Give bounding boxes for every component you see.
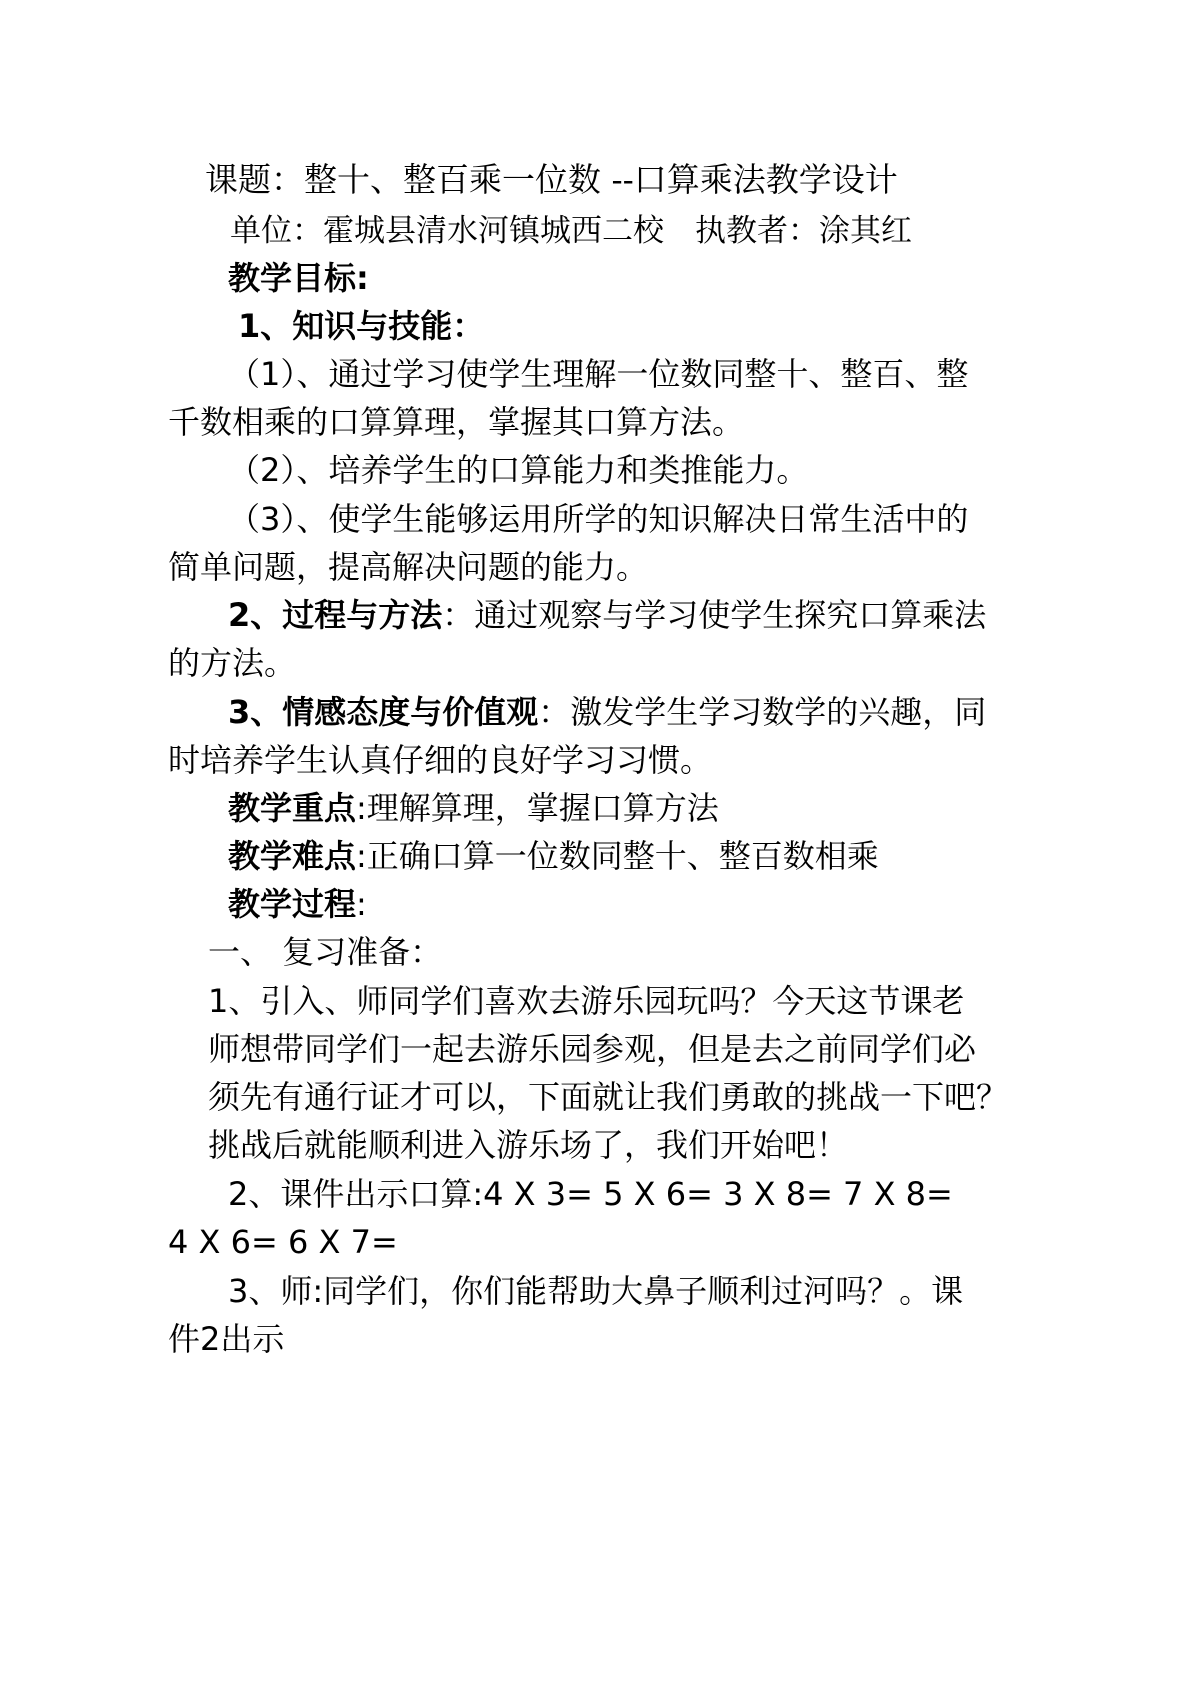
difficulty: [228, 830, 879, 882]
process-heading-colon: :: [356, 885, 367, 923]
process-heading-text: 教学过程: [228, 885, 357, 923]
goals-heading-text: 教学目标:: [228, 259, 369, 297]
emotion-goal-text: ：激发学生学习数学的兴趣，同: [538, 693, 987, 731]
goal-item-3-line-2: 简单问题，提高解决问题的能力。: [168, 548, 649, 586]
step-2-line-1: 2、课件出示口算:4 X 3= 5 X 6= 3 X 8= 7 X 8=: [228, 1175, 953, 1213]
key-point-text: :理解算理，掌握口算方法: [356, 789, 719, 827]
difficulty-text: :正确口算一位数同整十、整百数相乘: [356, 837, 879, 875]
process-goal-line-1: [228, 589, 986, 641]
knowledge-heading: [238, 300, 484, 352]
process-goal-text: ：通过观察与学习使学生探究口算乘法: [442, 596, 987, 634]
document-title: 课题：整十、整百乘一位数 --口算乘法教学设计: [205, 160, 898, 199]
process-heading: [228, 878, 367, 930]
emotion-goal-line-1: [228, 686, 986, 738]
goal-item-1-line-2: 千数相乘的口算算理，掌握其口算方法。: [168, 403, 745, 441]
step-3-line-1: 3、师:同学们，你们能帮助大鼻子顺利过河吗？。课: [228, 1272, 964, 1310]
step-2-line-2: 4 X 6= 6 X 7=: [168, 1223, 398, 1261]
step-1-line-4: 挑战后就能顺利进入游乐场了，我们开始吧！: [208, 1126, 849, 1164]
goal-item-2: （2）、培养学生的口算能力和类推能力。: [228, 451, 809, 489]
knowledge-label: 1、知识与技能：: [238, 307, 485, 345]
goal-item-3-line-1: （3）、使学生能够运用所学的知识解决日常生活中的: [228, 500, 969, 538]
process-goal-line-2: 的方法。: [168, 644, 297, 682]
emotion-goal-label: 3、情感态度与价值观: [228, 693, 539, 731]
key-point: [228, 782, 719, 834]
step-1-line-2: 师想带同学们一起去游乐园参观，但是去之前同学们必: [208, 1030, 977, 1068]
goal-item-1-line-1: （1）、通过学习使学生理解一位数同整十、整百、整: [228, 355, 969, 393]
process-goal-label: 2、过程与方法: [228, 596, 443, 634]
emotion-goal-line-2: 时培养学生认真仔细的良好学习习惯。: [168, 741, 713, 779]
step-1-line-1: 1、引入、师同学们喜欢去游乐园玩吗？今天这节课老: [208, 982, 965, 1020]
step-3-line-2: 件2出示: [168, 1320, 285, 1358]
section-1-heading: 一、 复习准备：: [208, 933, 443, 971]
unit-and-teacher: 单位：霍城县清水河镇城西二校 执教者：涂其红: [230, 213, 912, 249]
step-1-line-3: 须先有通行证才可以，下面就让我们勇敢的挑战一下吧？: [208, 1078, 1009, 1116]
difficulty-label: 教学难点: [228, 837, 357, 875]
goals-heading: [228, 252, 369, 304]
key-point-label: 教学重点: [228, 789, 357, 827]
